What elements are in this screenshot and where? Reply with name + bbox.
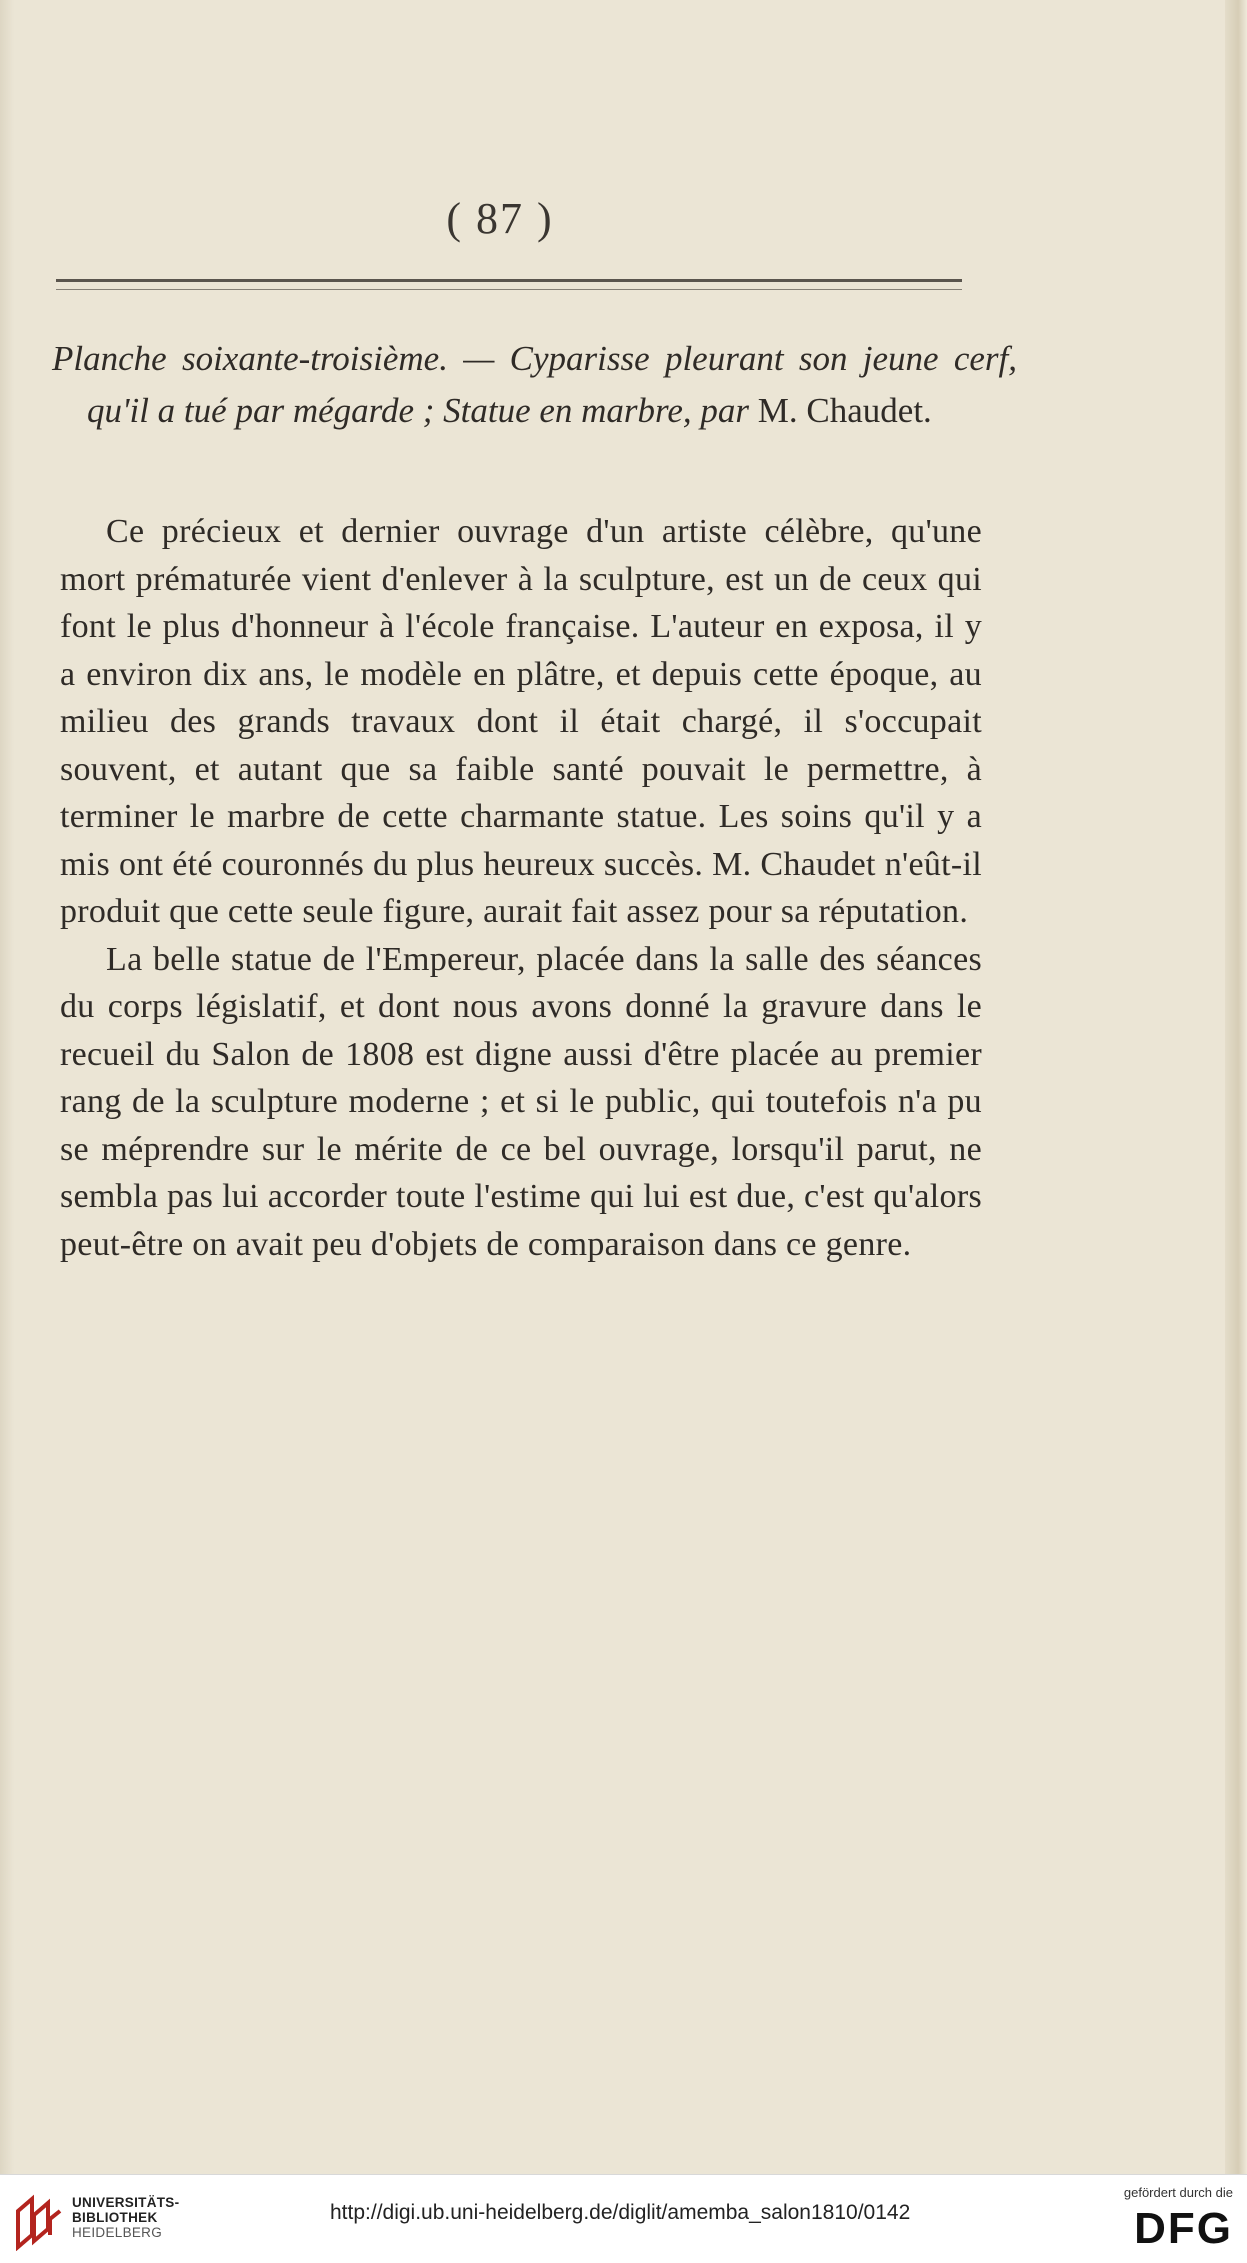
header-rule (56, 279, 962, 282)
caption-italic: Planche soixante-troisième. — Cyparisse pleurant son jeune cerf, qu'il a tué par mégarde ; Statue en marbre, par (52, 339, 1017, 430)
university-library-logo-icon (12, 2191, 64, 2251)
paragraph: Ce précieux et dernier ouvrage d'un artiste célèbre, qu'une mort prématurée vient d'enlever à la sculpture, est un de ceux qui font le plus d'honneur à l'école française. L'auteur en exposa, il y a environ dix ans, le modèle en plâtre, et depuis cette époque, au milieu des grands travaux dont il était chargé, il s'occupait souvent, et autant que sa faible santé pouvait le permettre, à terminer le marbre de cette charmante statue. Les soins qu'il y a mis ont été couronnés du plus heureux succès. M. Chaudet n'eût-il produit que cette seule figure, aurait fait assez pour sa réputation. (60, 513, 982, 930)
dfg-logo: DFG (1134, 2204, 1233, 2253)
digitization-footer (0, 2174, 1247, 2263)
caption-author: M. Chaudet. (757, 391, 932, 430)
header-rule-thin (56, 289, 962, 290)
plate-caption (52, 333, 1017, 437)
library-line-3: HEIDELBERG (72, 2225, 163, 2240)
page-number: ( 87 ) (446, 194, 554, 243)
page-left-shadow (0, 0, 14, 2174)
library-name (72, 2195, 179, 2240)
page-edge (1225, 0, 1247, 2174)
body-text (60, 508, 982, 1268)
permalink-url[interactable]: http://digi.ub.uni-heidelberg.de/diglit/amemba_salon1810/0142 (330, 2201, 911, 2224)
funding-note: gefördert durch die (1123, 2185, 1233, 2200)
library-line-2: BIBLIOTHEK (72, 2210, 158, 2225)
paragraph: La belle statue de l'Empereur, placée dans la salle des séances du corps législatif, et dont nous avons donné la gravure dans le recueil du Salon de 1808 est digne aussi d'être placée au premier rang de la sculpture moderne ; et si le public, qui toutefois n'a pu se méprendre sur le mérite de ce bel ouvrage, lorsqu'il parut, ne sembla pas lui accorder toute l'estime qui lui est due, c'est qu'alors peut-être on avait peu d'objets de comparaison dans ce genre. (60, 940, 982, 1263)
library-line-1: UNIVERSITÄTS- (72, 2195, 180, 2210)
